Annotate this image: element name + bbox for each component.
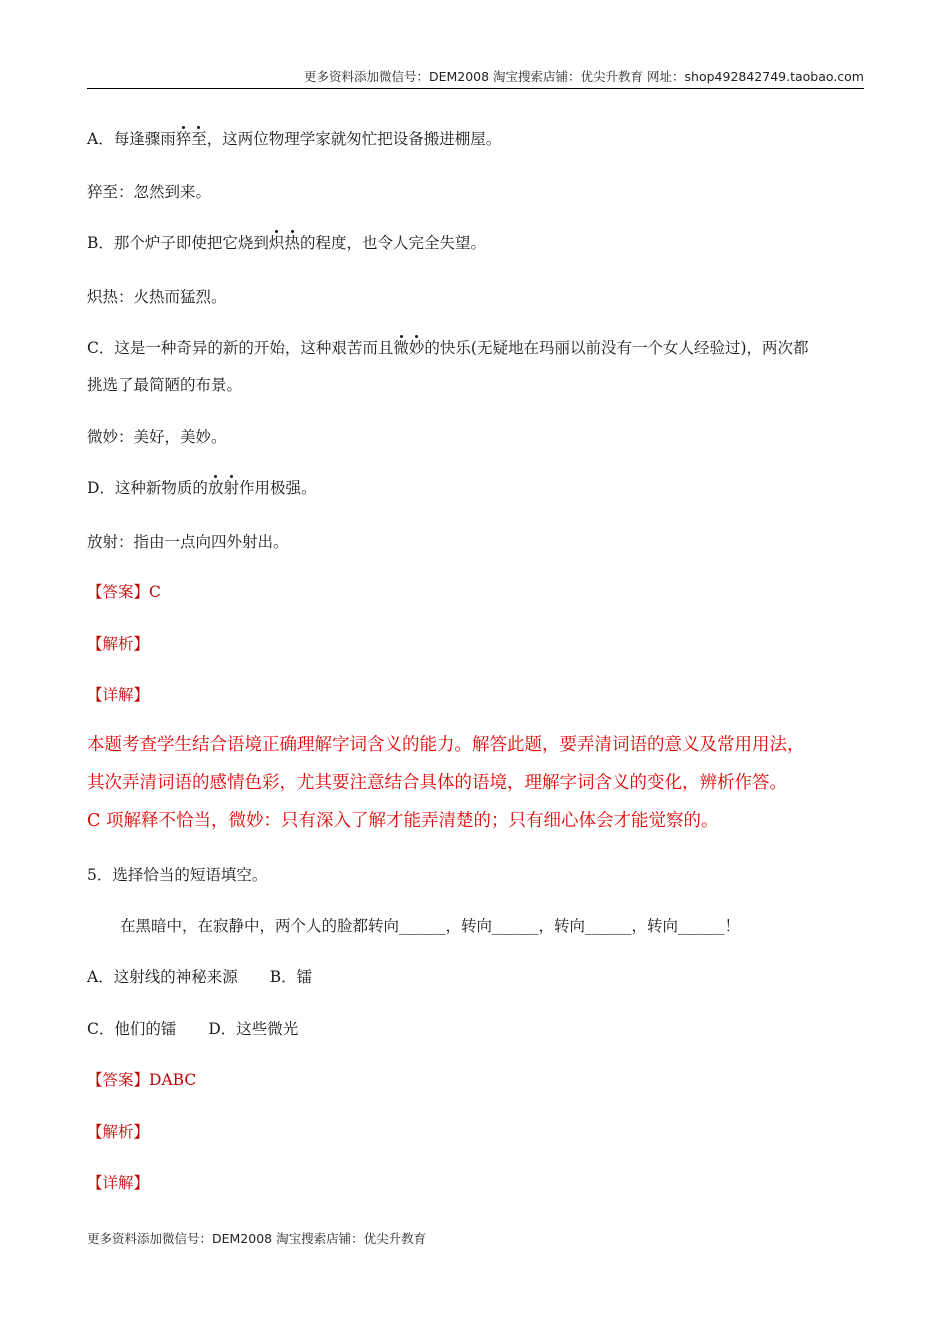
page-header: 更多资料添加微信号：DEM2008 淘宝搜索店铺：优尖升教育 网址：shop492842749.taobao.com	[87, 68, 864, 89]
emphasis-char: 放	[207, 479, 224, 497]
emphasis-char: 炽	[268, 234, 285, 252]
q5-stem: 5．选择恰当的短语填空。	[87, 866, 268, 884]
q4-analysis-tag: 【解析】	[87, 635, 150, 653]
emphasis-char: 妙	[408, 339, 425, 357]
emphasis-char: 至	[191, 130, 207, 148]
emphasis-char: 射	[223, 479, 239, 497]
q5-option-c: C．他们的镭	[87, 1020, 177, 1038]
option-d: D．这种新物质的放射作用极强。	[87, 479, 317, 497]
q4-explanation-line3: C 项解释不恰当，微妙：只有深入了解才能弄清楚的；只有细心体会才能觉察的。	[87, 811, 719, 831]
q5-option-d: D．这些微光	[208, 1020, 299, 1038]
q5-analysis-tag: 【解析】	[87, 1123, 150, 1141]
gloss-d: 放射：指由一点向四外射出。	[87, 533, 289, 551]
q4-detail-tag: 【详解】	[87, 686, 150, 704]
gloss-b: 炽热：火热而猛烈。	[87, 288, 227, 306]
q4-explanation-line2: 其次弄清词语的感情色彩，尤其要注意结合具体的语境，理解字词含义的变化，辨析作答。	[87, 773, 787, 793]
q4-answer: 【答案】C	[87, 583, 161, 601]
q4-explanation-line1: 本题考查学生结合语境正确理解字词含义的能力。解答此题，要弄清词语的意义及常用用法，	[87, 735, 805, 755]
option-c-line2: 挑选了最简陋的布景。	[87, 376, 243, 394]
page-footer: 更多资料添加微信号：DEM2008 淘宝搜索店铺：优尖升教育	[87, 1231, 427, 1246]
q5-sentence: 在黑暗中，在寂静中，两个人的脸都转向______，转向______，转向______，转向______！	[120, 917, 741, 935]
q5-answer: 【答案】DABC	[87, 1071, 197, 1089]
gloss-c: 微妙：美好，美妙。	[87, 428, 227, 446]
q5-option-a: A．这射线的神秘来源	[87, 968, 238, 986]
q5-options-ab	[87, 966, 312, 988]
option-a: A．每逢骤雨猝至，这两位物理学家就匆忙把设备搬进棚屋。	[87, 130, 502, 148]
emphasis-char: 微	[393, 339, 409, 357]
q5-option-b: B．镭	[269, 968, 313, 986]
option-c: C．这是一种奇异的新的开始，这种艰苦而且微妙的快乐(无疑地在玛丽以前没有一个女人经验过)，两次都	[87, 339, 809, 357]
gloss-a: 猝至：忽然到来。	[87, 183, 212, 201]
emphasis-char: 热	[284, 234, 300, 252]
emphasis-char: 猝	[175, 130, 192, 148]
q5-detail-tag: 【详解】	[87, 1174, 150, 1192]
q5-options-cd	[87, 1018, 298, 1040]
option-b: B．那个炉子即使把它烧到炽热的程度，也令人完全失望。	[87, 234, 486, 252]
